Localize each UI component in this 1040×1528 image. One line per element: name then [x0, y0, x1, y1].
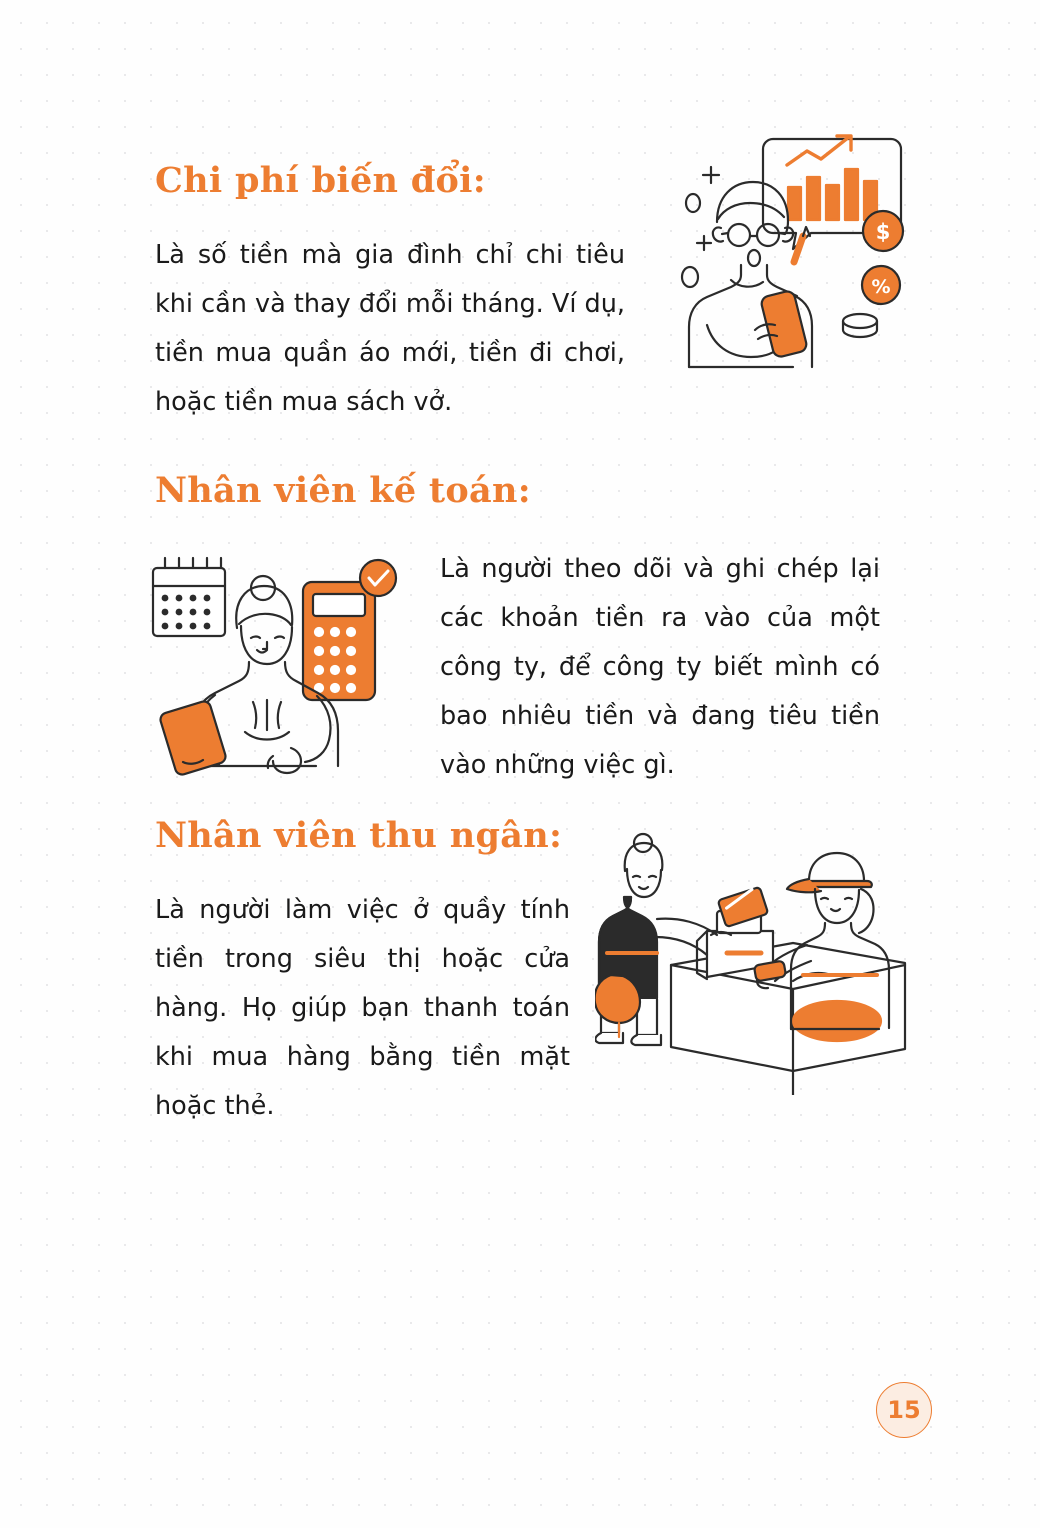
section-variable-cost [155, 160, 895, 427]
text-column-variable-cost [155, 231, 625, 427]
heading-accountant: Nhân viên kế toán: [155, 470, 531, 511]
heading-variable-cost: Chi phí biến đổi: [155, 160, 486, 201]
body-variable-cost: Là số tiền mà gia đình chỉ chi tiêu khi cần và thay đổi mỗi tháng. Ví dụ, tiền mua quần áo mới, tiền đi chơi, hoặc tiền mua sách vở. [155, 240, 625, 417]
text-column-cashier [155, 886, 570, 1131]
svg-text:%: % [871, 276, 891, 298]
heading-cashier: Nhân viên thu ngân: [155, 815, 563, 856]
boy-with-phone-chart-illustration [655, 125, 915, 385]
page-number: 15 [876, 1382, 932, 1438]
svg-text:$: $ [875, 220, 891, 244]
section-accountant [155, 470, 895, 805]
section-cashier [155, 815, 915, 1131]
body-cashier: Là người làm việc ở quầy tính tiền trong siêu thị hoặc cửa hàng. Họ giúp bạn thanh toán khi mua hàng bằng tiền mặt hoặc thẻ. [155, 895, 570, 1121]
text-column-accountant [440, 545, 880, 790]
body-accountant: Là người theo dõi và ghi chép lại các khoản tiền ra vào của một công ty, để công ty biết mình có bao nhiêu tiền và đang tiêu tiền vào những việc gì. [440, 554, 880, 780]
accountant-woman-illustration [145, 550, 415, 800]
cashier-counter-illustration [595, 815, 925, 1095]
